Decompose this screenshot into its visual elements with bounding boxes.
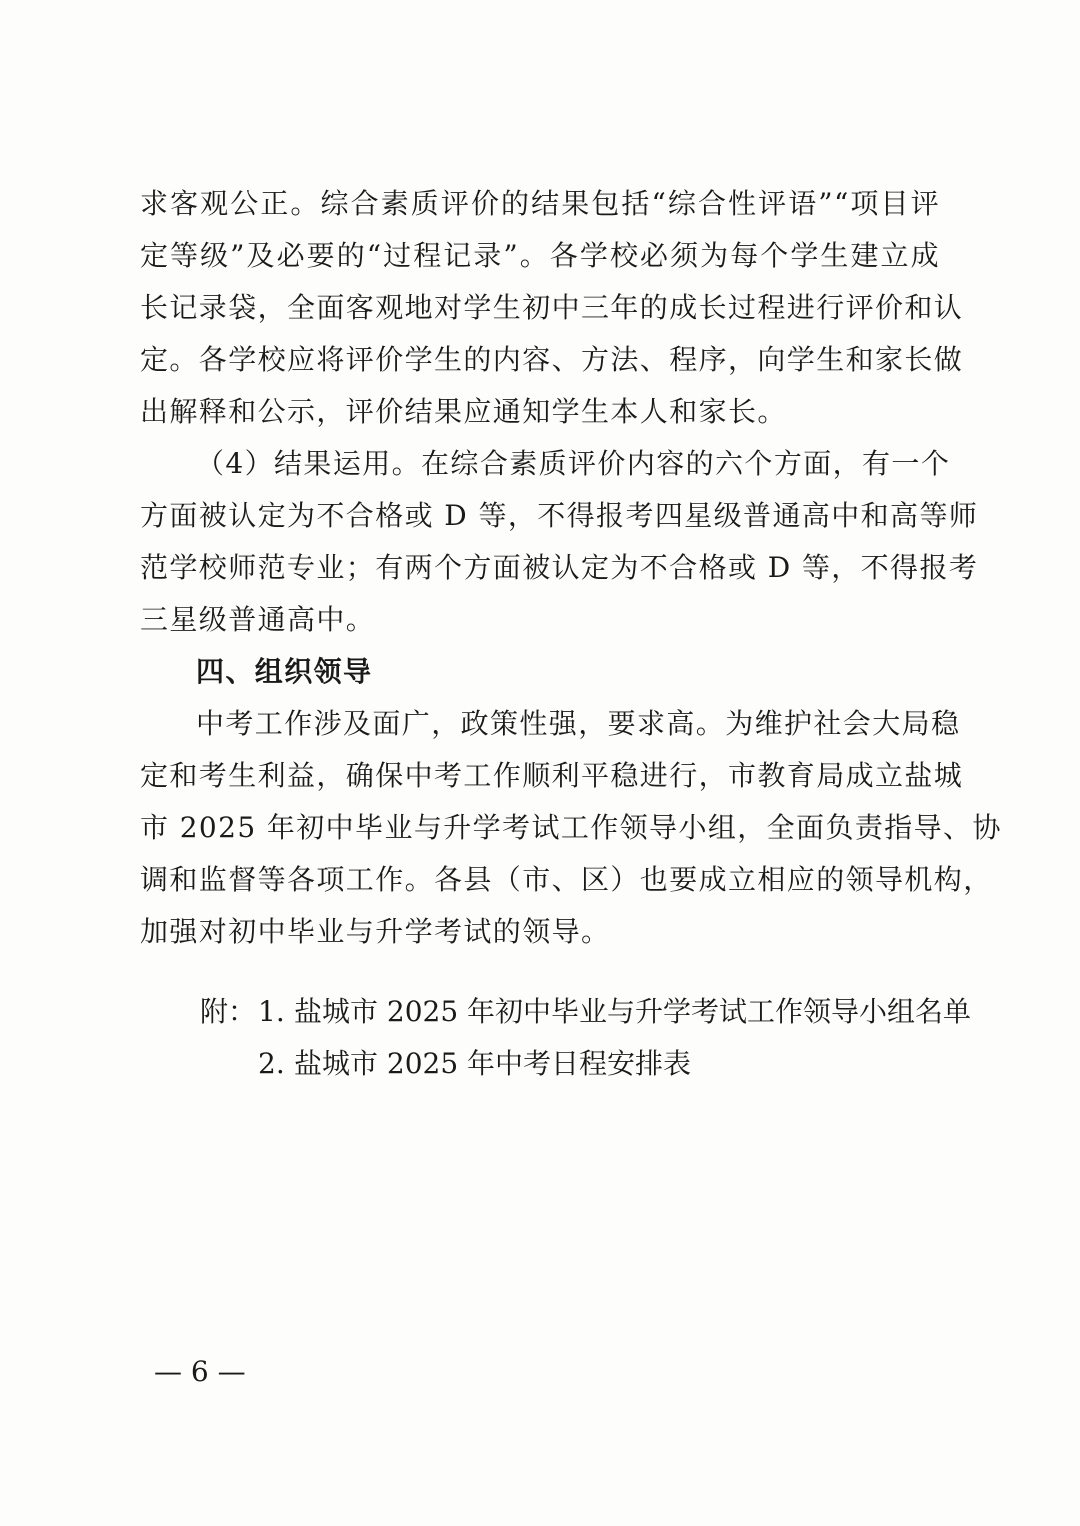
paragraph-evaluation-result <box>140 178 964 438</box>
text-line: （4）结果运用。在综合素质评价内容的六个方面，有一个 <box>196 447 951 480</box>
text-line: 三星级普通高中。 <box>140 603 376 636</box>
attachment-title: 盐城市 2025 年中考日程安排表 <box>294 1047 692 1080</box>
page-number: — 6 — <box>154 1355 246 1388</box>
text-line: 方面被认定为不合格或 D 等，不得报考四星级普通高中和高等师 <box>140 499 979 532</box>
text-line: 求客观公正。综合素质评价的结果包括“综合性评语”“项目评 <box>140 187 940 220</box>
text-line: 定等级”及必要的“过程记录”。各学校必须为每个学生建立成 <box>140 239 940 272</box>
text-line: 定。各学校应将评价学生的内容、方法、程序，向学生和家长做 <box>140 343 964 376</box>
attachment-item <box>200 986 971 1038</box>
section-heading: 四、组织领导 <box>196 655 373 688</box>
attachment-number: 2. <box>258 1047 285 1080</box>
text-line: 中考工作涉及面广，政策性强，要求高。为维护社会大局稳 <box>196 707 961 740</box>
text-line: 调和监督等各项工作。各县（市、区）也要成立相应的领导机构， <box>140 863 993 896</box>
paragraph-result-application <box>140 438 979 646</box>
text-line: 长记录袋，全面客观地对学生初中三年的成长过程进行评价和认 <box>140 291 964 324</box>
text-line: 出解释和公示，评价结果应通知学生本人和家长。 <box>140 395 787 428</box>
attachment-number: 1. <box>258 995 285 1028</box>
attachment-item <box>200 1038 971 1090</box>
attachments-list <box>200 986 971 1090</box>
text-line: 范学校师范专业；有两个方面被认定为不合格或 D 等，不得报考 <box>140 551 979 584</box>
text-line: 市 2025 年初中毕业与升学考试工作领导小组，全面负责指导、协 <box>140 811 1002 844</box>
text-line: 加强对初中毕业与升学考试的领导。 <box>140 915 611 948</box>
document-body <box>140 178 1002 958</box>
text-line: 定和考生利益，确保中考工作顺利平稳进行，市教育局成立盐城 <box>140 759 964 792</box>
paragraph-organization-leadership <box>140 698 1002 958</box>
attachment-title: 盐城市 2025 年初中毕业与升学考试工作领导小组名单 <box>294 995 972 1028</box>
attachments-prefix: 附： <box>200 995 257 1028</box>
